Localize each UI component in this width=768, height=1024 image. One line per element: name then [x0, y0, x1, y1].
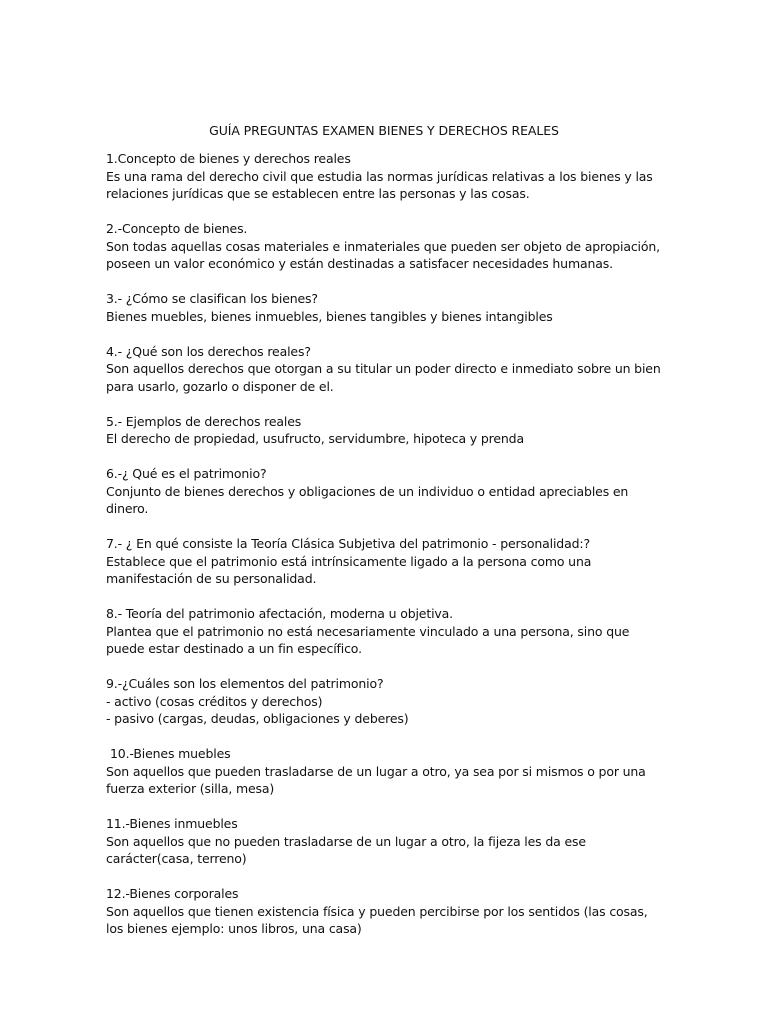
- qa-item-10: [106, 745, 666, 798]
- answer-1: Es una rama del derecho civil que estudia las normas jurídicas relativas a los bienes y las relaciones jurídicas que se establecen entre las personas y las cosas.: [106, 168, 653, 201]
- answer-9-line-1: - activo (cosas créditos y derechos): [106, 693, 323, 709]
- answer-5: El derecho de propiedad, usufructo, servidumbre, hipoteca y prenda: [106, 431, 524, 446]
- document-content: [106, 150, 666, 955]
- answer-12: Son aquellos que tienen existencia física y pueden percibirse por los sentidos (las cosas, los bienes ejemplo: unos libros, una casa): [106, 903, 648, 936]
- qa-item-11: [106, 815, 666, 868]
- answer-2: Son todas aquellas cosas materiales e inmateriales que pueden ser objeto de apropiación, poseen un valor económico y están destinadas a satisfacer necesidades humanas.: [106, 238, 660, 271]
- question-7: 7.- ¿ En qué consiste la Teoría Clásica Subjetiva del patrimonio - personalidad:?: [106, 536, 590, 551]
- question-1: 1.Concepto de bienes y derechos reales: [106, 151, 351, 166]
- qa-item-7: [106, 535, 666, 588]
- qa-item-1: [106, 150, 666, 203]
- question-6: 6.-¿ Qué es el patrimonio?: [106, 466, 267, 481]
- qa-item-5: [106, 413, 666, 448]
- qa-item-12: [106, 885, 666, 938]
- question-10: 10.-Bienes muebles: [110, 746, 231, 761]
- qa-item-6: [106, 465, 666, 518]
- answer-8: Plantea que el patrimonio no está necesariamente vinculado a una persona, sino que puede estar destinado a un fin específico.: [106, 623, 630, 656]
- question-9: 9.-¿Cuáles son los elementos del patrimonio?: [106, 676, 384, 691]
- question-3: 3.- ¿Cómo se clasifican los bienes?: [106, 291, 318, 306]
- question-4: 4.- ¿Qué son los derechos reales?: [106, 343, 311, 359]
- qa-item-4: [106, 343, 666, 396]
- answer-7: Establece que el patrimonio está intrínsicamente ligado a la persona como una manifestación de su personalidad.: [106, 553, 592, 586]
- answer-3: Bienes muebles, bienes inmuebles, bienes tangibles y bienes intangibles: [106, 308, 553, 324]
- question-5: 5.- Ejemplos de derechos reales: [106, 413, 302, 429]
- qa-item-3: [106, 290, 666, 325]
- question-12: 12.-Bienes corporales: [106, 886, 239, 901]
- qa-item-9: [106, 675, 666, 728]
- answer-6: Conjunto de bienes derechos y obligaciones de un individuo o entidad apreciables en dinero.: [106, 483, 629, 516]
- qa-item-2: [106, 220, 666, 273]
- question-11: 11.-Bienes inmuebles: [106, 816, 238, 831]
- document-title: GUÍA PREGUNTAS EXAMEN BIENES Y DERECHOS REALES: [209, 123, 559, 138]
- question-2: 2.-Concepto de bienes.: [106, 221, 248, 236]
- answer-4: Son aquellos derechos que otorgan a su titular un poder directo e inmediato sobre un bien para usarlo, gozarlo o disponer de el.: [106, 361, 661, 394]
- answer-11: Son aquellos que no pueden trasladarse de un lugar a otro, la fijeza les da ese carácter(casa, terreno): [106, 833, 586, 866]
- answer-10: Son aquellos que pueden trasladarse de un lugar a otro, ya sea por si mismos o por una fuerza exterior (silla, mesa): [106, 763, 646, 796]
- question-8: 8.- Teoría del patrimonio afectación, moderna u objetiva.: [106, 606, 453, 621]
- answer-9-line-2: - pasivo (cargas, deudas, obligaciones y deberes): [106, 711, 409, 726]
- qa-item-8: [106, 605, 666, 658]
